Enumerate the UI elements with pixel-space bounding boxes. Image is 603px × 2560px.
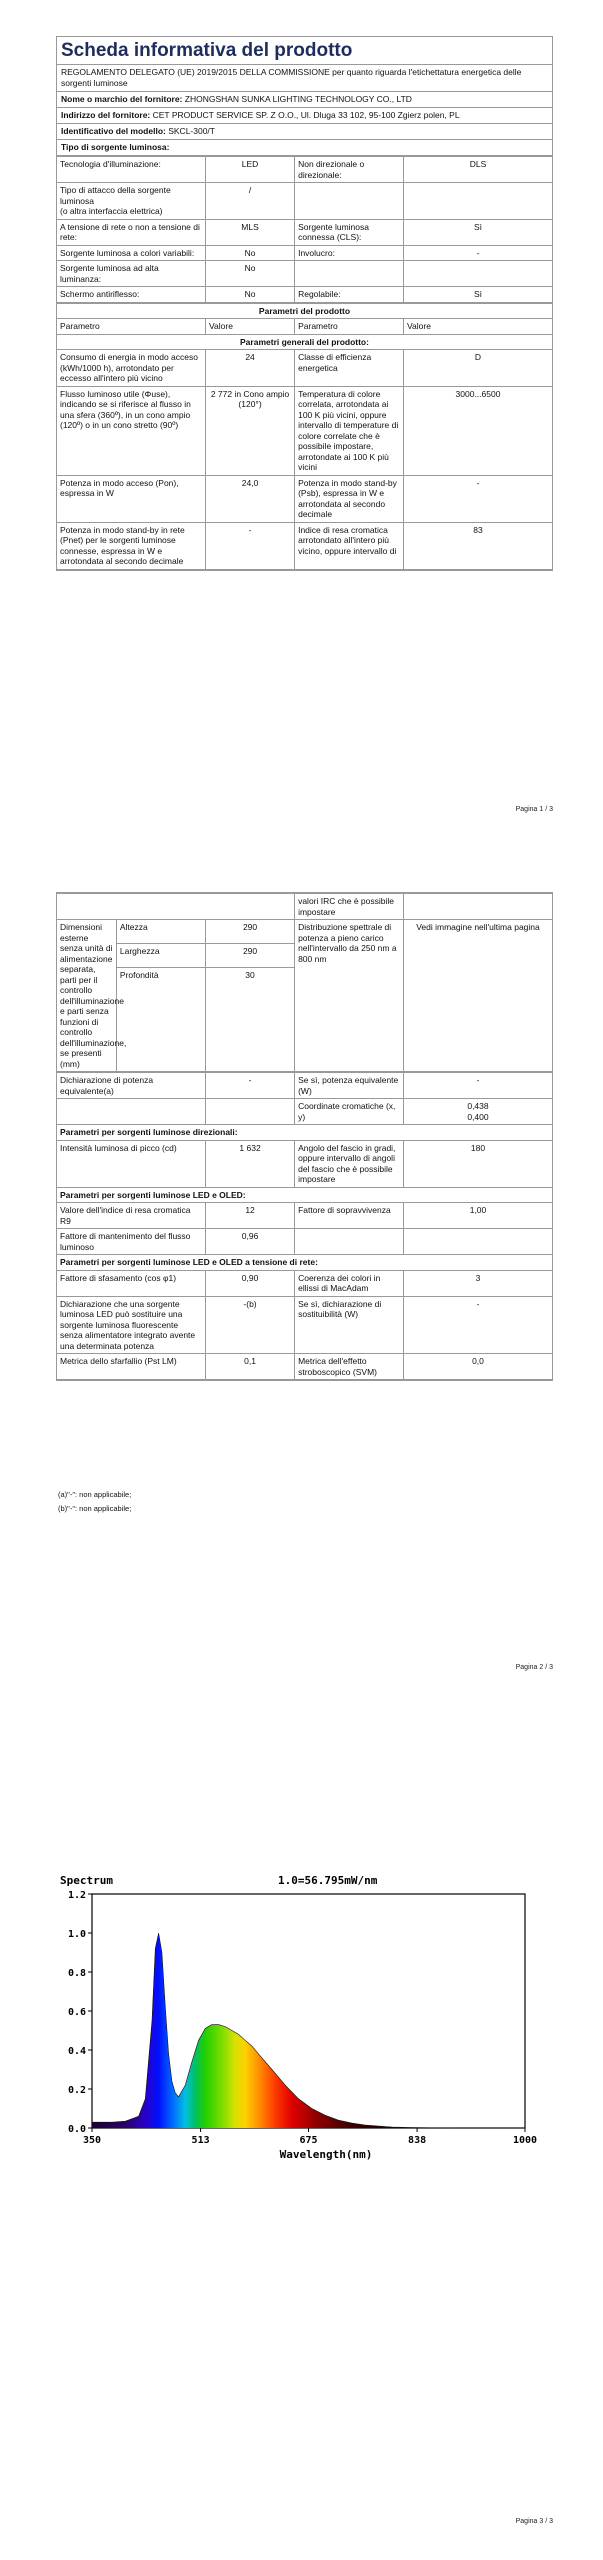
y-tick-label: 0.4 [67, 2046, 86, 2057]
general-param-cell: - [403, 475, 552, 522]
led-param-row [57, 1229, 552, 1255]
page-title: Scheda informativa del prodotto [57, 37, 552, 65]
mains-param-cell: 0,0 [403, 1354, 552, 1380]
mains-param-cell: Se sì, dichiarazione di sostituibilità (W) [295, 1296, 404, 1354]
general-param-cell: Potenza in modo stand-by (Psb), espressa in W e arrotondata al secondo decimale [295, 475, 404, 522]
general-param-cell: 24 [206, 350, 295, 387]
source-type-cell: Sorgente luminosa connessa (CLS): [295, 219, 404, 245]
source-type-row [57, 245, 552, 261]
directional-param-cell: 180 [403, 1140, 552, 1187]
source-type-cell: Sorgente luminosa a colori variabili: [57, 245, 206, 261]
y-tick-label: 0.2 [67, 2085, 86, 2096]
dim-depth-label: Profondità [116, 968, 205, 1072]
equivalence-cell: - [206, 1073, 295, 1099]
mains-param-cell: Dichiarazione che una sorgente luminosa LED può sostituire una sorgente luminosa fluorescente senza alimentatore integrato avente una determinata potenza [57, 1296, 206, 1354]
mains-param-cell: -(b) [206, 1296, 295, 1354]
general-param-cell: Potenza in modo acceso (Pon), espressa in W [57, 475, 206, 522]
source-type-row [57, 287, 552, 303]
general-param-cell: - [206, 522, 295, 569]
dim-height-label: Altezza [116, 920, 205, 944]
product-sheet-table [56, 36, 553, 571]
source-type-table [57, 156, 552, 303]
general-param-cell: Indice di resa cromatica arrotondato all'intero più vicino, oppure intervallo di [295, 522, 404, 569]
x-axis-label: Wavelength(nm) [279, 2148, 373, 2161]
dim-height-value: 290 [205, 920, 294, 944]
chart-annotation: 1.0=56.795mW/nm [278, 1874, 378, 1887]
source-type-cell: Sorgente luminosa ad alta luminanza: [57, 261, 206, 287]
general-param-cell: D [403, 350, 552, 387]
source-type-cell: Sì [403, 219, 552, 245]
led-heading: Parametri per sorgenti luminose LED e OLED: [57, 1187, 552, 1203]
source-type-cell: DLS [403, 157, 552, 183]
source-type-cell: No [206, 261, 295, 287]
continuation-text: valori IRC che è possibile impostare [295, 894, 404, 920]
mains-param-cell: Fattore di sfasamento (cos φ1) [57, 1270, 206, 1296]
col-value-2: Valore [403, 319, 552, 335]
col-value-1: Valore [206, 319, 295, 335]
equivalence-cell [206, 1099, 295, 1125]
spectral-value: Vedi immagine nell'ultima pagina [403, 920, 552, 1072]
equivalence-row [57, 1099, 552, 1125]
footnote-a: (a)"-": non applicabile; [58, 1490, 132, 1499]
dimensions-table [57, 893, 552, 1072]
equivalence-cell: Dichiarazione di potenza equivalente(a) [57, 1073, 206, 1099]
model-row [57, 124, 552, 140]
params-heading: Parametri del prodotto [57, 303, 552, 319]
source-type-cell: LED [206, 157, 295, 183]
general-param-cell: Flusso luminoso utile (Φuse), indicando se si riferisce al flusso in una sfera (360º), in un cono ampio (120º) o in un cono stretto (90º) [57, 386, 206, 475]
equivalence-row [57, 1073, 552, 1099]
dim-depth-value: 30 [205, 968, 294, 1072]
directional-param-cell: Intensità luminosa di picco (cd) [57, 1140, 206, 1187]
equivalence-cell: 0,438 0,400 [403, 1099, 552, 1125]
general-param-cell: 3000...6500 [403, 386, 552, 475]
source-type-cell [295, 261, 404, 287]
y-tick-label: 1.2 [67, 1890, 86, 1901]
spectral-label: Distribuzione spettrale di potenza a pieno carico nell'intervallo da 250 nm a 800 nm [295, 920, 404, 1072]
general-param-row [57, 386, 552, 475]
x-tick-label: 513 [191, 2135, 210, 2146]
col-param-1: Parametro [57, 319, 206, 335]
general-param-cell: Potenza in modo stand-by in rete (Pnet) per le sorgenti luminose connesse, espressa in W e arrotondata al secondo decimale [57, 522, 206, 569]
dim-width-value: 290 [205, 944, 294, 968]
page-footer-2: Pagina 2 / 3 [515, 1664, 553, 1671]
mains-param-cell: Metrica dell'effetto stroboscopico (SVM) [295, 1354, 404, 1380]
page-footer-1: Pagina 1 / 3 [515, 806, 553, 813]
source-type-cell: No [206, 245, 295, 261]
source-type-cell [403, 183, 552, 220]
supplier-address-row [57, 108, 552, 124]
supplier-name-label: Nome o marchio del fornitore: [61, 94, 183, 104]
equivalence-cell: Se sì, potenza equivalente (W) [295, 1073, 404, 1099]
led-param-cell: Fattore di mantenimento del flusso luminoso [57, 1229, 206, 1255]
source-type-cell: Regolabile: [295, 287, 404, 303]
directional-param-cell: Angolo del fascio in gradi, oppure intervallo di angoli del fascio che è possibile impostare [295, 1140, 404, 1187]
mains-param-row [57, 1354, 552, 1380]
source-type-cell: A tensione di rete o non a tensione di rete: [57, 219, 206, 245]
general-param-cell: Consumo di energia in modo acceso (kWh/1000 h), arrotondato per eccesso all'intero più vicino [57, 350, 206, 387]
equivalence-cell: Coordinate cromatiche (x, y) [295, 1099, 404, 1125]
y-tick-label: 0.8 [67, 1968, 86, 1979]
source-type-row [57, 157, 552, 183]
regulation-text: REGOLAMENTO DELEGATO (UE) 2019/2015 DELLA COMMISSIONE per quanto riguarda l'etichettatura energetica delle sorgenti luminose [57, 65, 552, 92]
source-type-cell: Schermo antiriflesso: [57, 287, 206, 303]
source-type-cell: Non direzionale o direzionale: [295, 157, 404, 183]
general-heading: Parametri generali del prodotto: [57, 334, 552, 350]
directional-heading: Parametri per sorgenti luminose direzionali: [57, 1125, 552, 1141]
mains-param-cell: Coerenza dei colori in ellissi di MacAdam [295, 1270, 404, 1296]
mains-heading: Parametri per sorgenti luminose LED e OLED a tensione di rete: [57, 1255, 552, 1271]
general-param-cell: Classe di efficienza energetica [295, 350, 404, 387]
spectrum-svg [58, 1872, 555, 2172]
source-type-row [57, 219, 552, 245]
page-footer-3: Pagina 3 / 3 [515, 2518, 553, 2525]
product-sheet-table-continued [56, 892, 553, 1381]
directional-param-cell: 1 632 [206, 1140, 295, 1187]
general-param-cell: 83 [403, 522, 552, 569]
continuation-cell [57, 894, 295, 920]
supplier-address-label: Indirizzo del fornitore: [61, 110, 151, 120]
source-type-row [57, 183, 552, 220]
supplier-name-row [57, 92, 552, 108]
general-param-cell: 24,0 [206, 475, 295, 522]
mains-param-cell: Metrica dello sfarfallio (Pst LM) [57, 1354, 206, 1380]
mains-param-cell: - [403, 1296, 552, 1354]
led-param-cell: 12 [206, 1203, 295, 1229]
y-tick-label: 0.0 [67, 2124, 86, 2135]
page-2 [0, 840, 603, 1700]
y-tick-label: 1.0 [67, 1929, 86, 1940]
params-table [57, 303, 552, 570]
chart-title: Spectrum [60, 1874, 113, 1887]
source-type-cell: MLS [206, 219, 295, 245]
source-type-cell: / [206, 183, 295, 220]
dimensions-label: Dimensioni esterne senza unità di alimentazione separata, parti per il controllo dell'illuminazione e parti senza funzioni di controllo dell'illuminazione, se presenti (mm) [57, 920, 116, 1072]
y-tick-label: 0.6 [67, 2007, 86, 2018]
model-label: Identificativo del modello: [61, 126, 166, 136]
dim-width-label: Larghezza [116, 944, 205, 968]
mains-param-row [57, 1296, 552, 1354]
led-param-cell [403, 1229, 552, 1255]
mains-param-row [57, 1270, 552, 1296]
equivalence-cell [57, 1099, 206, 1125]
general-param-cell: 2 772 in Cono ampio (120°) [206, 386, 295, 475]
general-param-cell: Temperatura di colore correlata, arrotondata ai 100 K più vicini, oppure intervallo di temperature di colore correlate che è possibile impostare, arrotondate ai 100 K più vicini [295, 386, 404, 475]
mains-param-cell: 0,90 [206, 1270, 295, 1296]
source-type-cell: No [206, 287, 295, 303]
footnote-b: (b)"-": non applicabile; [58, 1504, 132, 1513]
col-param-2: Parametro [295, 319, 404, 335]
source-type-cell: Tecnologia d'illuminazione: [57, 157, 206, 183]
mains-param-cell: 3 [403, 1270, 552, 1296]
source-type-cell: Involucro: [295, 245, 404, 261]
source-type-cell: - [403, 245, 552, 261]
x-tick-label: 675 [299, 2135, 318, 2146]
led-param-cell: 1,00 [403, 1203, 552, 1229]
continuation-value [403, 894, 552, 920]
led-param-row [57, 1203, 552, 1229]
source-type-row [57, 261, 552, 287]
led-param-cell [295, 1229, 404, 1255]
source-type-cell: Sì [403, 287, 552, 303]
led-param-cell: Valore dell'indice di resa cromatica R9 [57, 1203, 206, 1229]
general-param-row [57, 475, 552, 522]
source-type-cell [403, 261, 552, 287]
led-param-cell: 0,96 [206, 1229, 295, 1255]
source-type-cell [295, 183, 404, 220]
equivalence-cell: - [403, 1073, 552, 1099]
general-param-row [57, 522, 552, 569]
mains-param-cell: 0,1 [206, 1354, 295, 1380]
supplier-address: CET PRODUCT SERVICE SP. Z O.O., Ul. Dluga 33 102, 95-100 Zgierz polen, PL [152, 110, 460, 120]
spectrum-chart [58, 1872, 555, 2172]
general-param-row [57, 350, 552, 387]
directional-param-row [57, 1140, 552, 1187]
supplier-name: ZHONGSHAN SUNKA LIGHTING TECHNOLOGY CO., LTD [184, 94, 412, 104]
source-type-heading: Tipo di sorgente luminosa: [57, 140, 552, 156]
x-tick-label: 350 [82, 2135, 102, 2146]
page-1 [0, 0, 603, 840]
model-id: SKCL-300/T [168, 126, 215, 136]
x-tick-label: 838 [408, 2135, 427, 2146]
source-type-cell: Tipo di attacco della sorgente luminosa (o altra interfaccia elettrica) [57, 183, 206, 220]
x-tick-label: 1000 [512, 2135, 538, 2146]
led-param-cell: Fattore di sopravvivenza [295, 1203, 404, 1229]
page2-params-table [57, 1072, 552, 1380]
